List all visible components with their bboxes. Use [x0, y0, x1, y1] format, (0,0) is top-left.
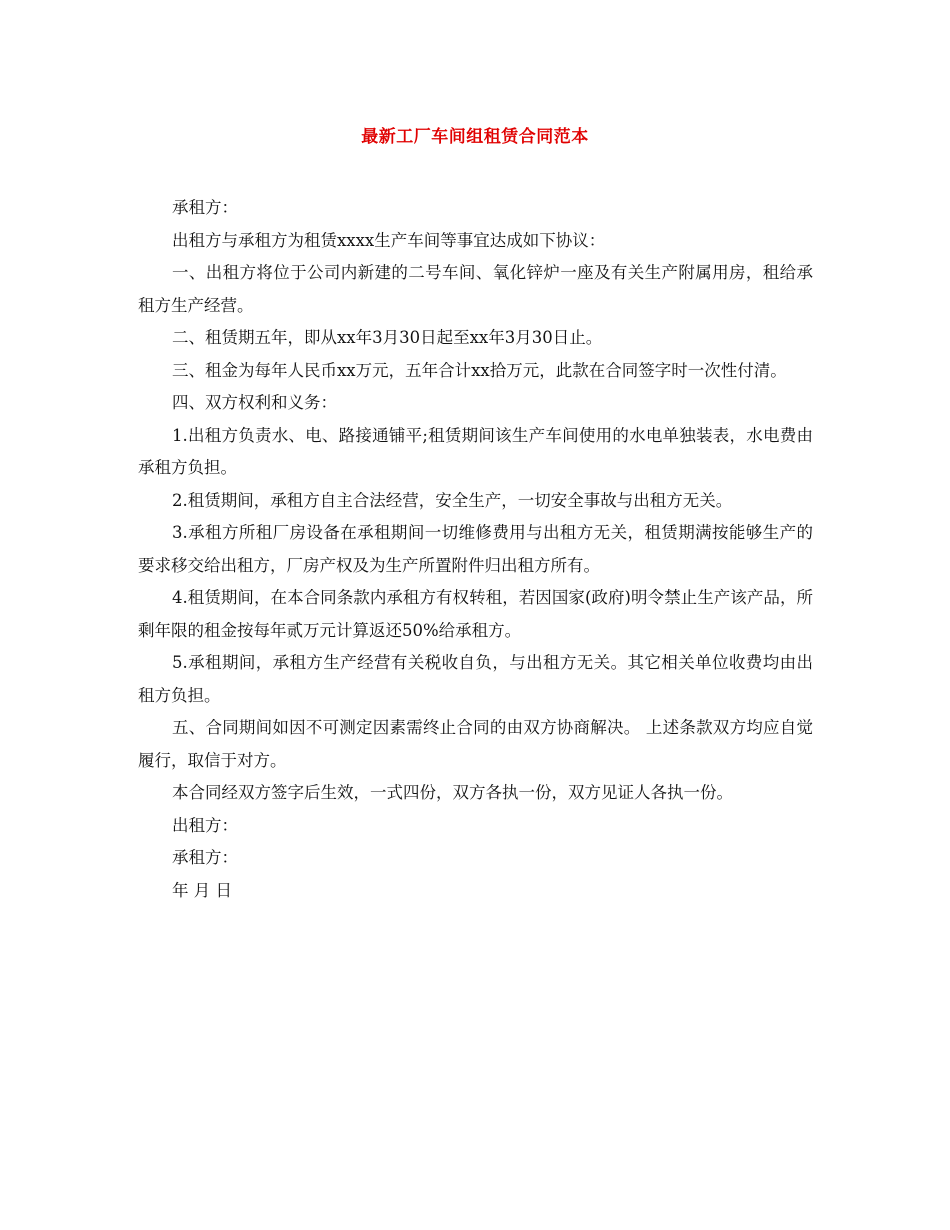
paragraph-effectiveness: 本合同经双方签字后生效，一式四份，双方各执一份，双方见证人各执一份。 — [172, 783, 733, 802]
paragraph-clause-2: 二、租赁期五年，即从xx年3月30日起至xx年3月30日止。 — [172, 328, 603, 347]
paragraph-lessee-label: 承租方： — [172, 198, 238, 217]
paragraph-intro: 出租方与承租方为租赁xxxx生产车间等事宜达成如下协议： — [172, 230, 606, 250]
signature-lessee: 承租方： — [172, 848, 238, 867]
paragraph-item-5: 5.承租期间，承租方生产经营有关税收自负，与出租方无关。其它相关单位收费均由出租方负担。 — [138, 653, 813, 705]
signature-lessor: 出租方： — [172, 815, 238, 835]
paragraph-item-3: 3.承租方所租厂房设备在承租期间一切维修费用与出租方无关，租赁期满按能够生产的要求移交给出租方，厂房产权及为生产所置附件归出租方所有。 — [138, 523, 813, 575]
paragraph-clause-5: 五、合同期间如因不可测定因素需终止合同的由双方协商解决。 上述条款双方均应自觉履行，取信于对方。 — [138, 718, 813, 770]
paragraph-clause-4: 四、双方权利和义务： — [172, 393, 337, 412]
paragraph-clause-3: 三、租金为每年人民币xx万元，五年合计xx拾万元，此款在合同签字时一次性付清。 — [172, 360, 787, 380]
document-title: 最新工厂车间组租赁合同范本 — [361, 127, 589, 147]
document-body — [138, 192, 813, 907]
paragraph-clause-1: 一、出租方将位于公司内新建的二号车间、氧化锌炉一座及有关生产附属用房，租给承租方生产经营。 — [138, 263, 813, 315]
paragraph-item-4: 4.租赁期间，在本合同条款内承租方有权转租，若因国家(政府)明令禁止生产该产品，所剩年限的租金按每年贰万元计算返还50%给承租方。 — [138, 588, 813, 640]
signature-date: 年 月 日 — [172, 880, 232, 900]
paragraph-item-2: 2.租赁期间，承租方自主合法经营，安全生产，一切安全事故与出租方无关。 — [172, 490, 733, 510]
paragraph-item-1: 1.出租方负责水、电、路接通铺平;租赁期间该生产车间使用的水电单独装表，水电费由承租方负担。 — [138, 425, 813, 477]
